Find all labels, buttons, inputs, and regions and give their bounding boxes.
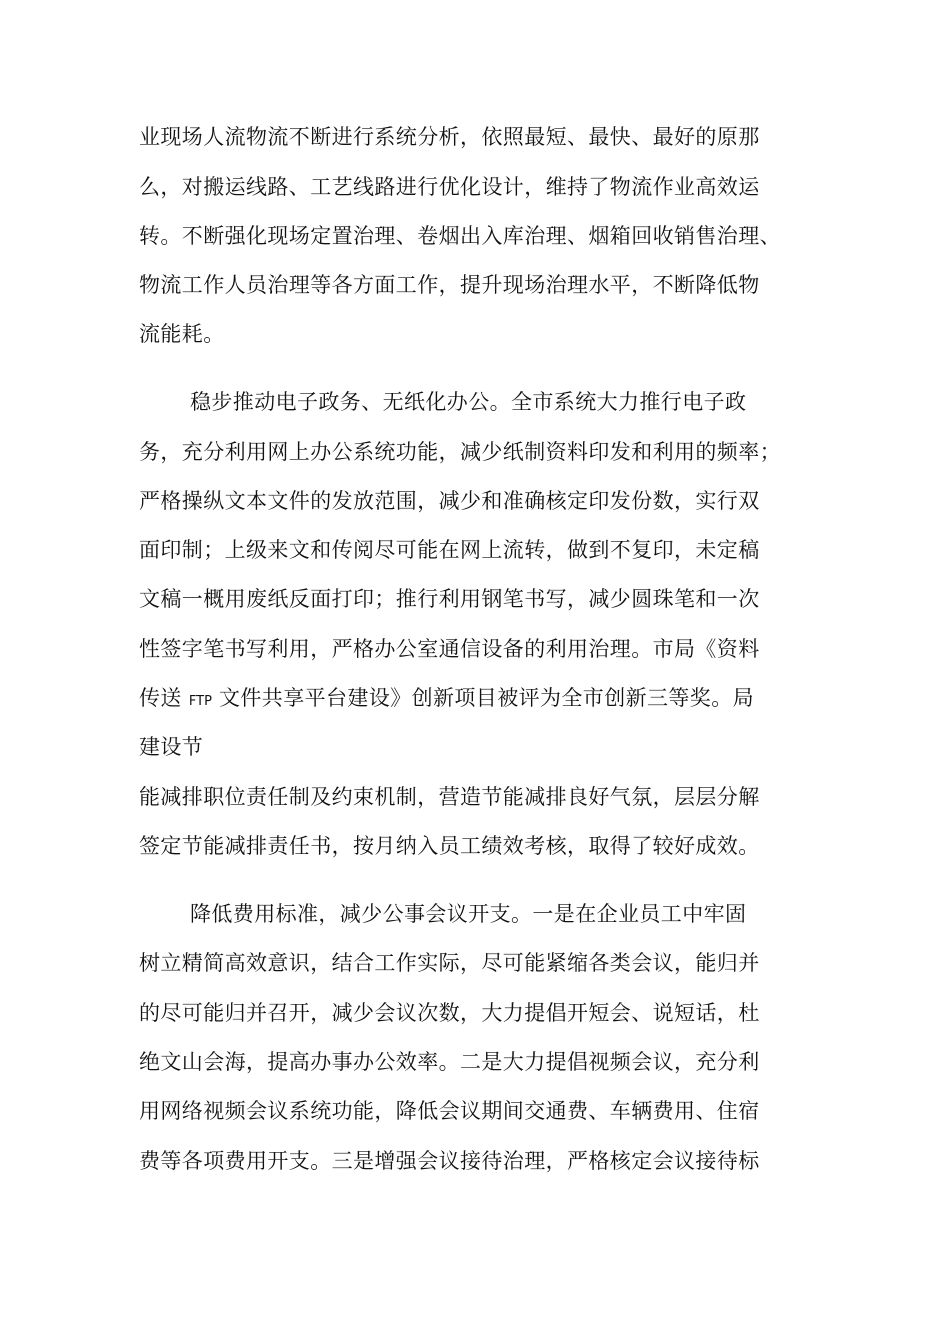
paragraph-3-line-1: 降低费用标准，减少公事会议开支。一是在企业员工中牢固 xyxy=(190,902,747,926)
paragraph-2-line-1: 稳步推动电子政务、无纸化办公。全市系统大力推行电子政 xyxy=(190,390,747,414)
paragraph-3-line-2: 树立精简高效意识，结合工作实际，尽可能紧缩各类会议，能归并 xyxy=(139,951,760,975)
paragraph-2-line-7-after: 文件共享平台建设》创新项目被评为全市创新三等奖。局 xyxy=(211,686,754,710)
paragraph-1-line-3: 转。不断强化现场定置治理、卷烟出入库治理、烟箱回收销售治理、 xyxy=(139,224,781,248)
paragraph-3-line-4: 绝文山会海，提高办事办公效率。二是大力提倡视频会议，充分利 xyxy=(139,1050,760,1074)
paragraph-1-line-5: 流能耗。 xyxy=(139,322,225,346)
paragraph-2-line-5: 文稿一概用废纸反面打印；推行利用钢笔书写，减少圆珠笔和一次 xyxy=(139,587,760,611)
paragraph-2-line-7 xyxy=(139,683,754,717)
paragraph-2-line-2: 务，充分利用网上办公系统功能，减少纸制资料印发和利用的频率； xyxy=(139,440,781,464)
paragraph-3-line-3: 的尽可能归并召开，减少会议次数，大力提倡开短会、说短话，杜 xyxy=(139,1001,760,1025)
paragraph-1-line-2: 么，对搬运线路、工艺线路进行优化设计，维持了物流作业高效运 xyxy=(139,175,760,199)
paragraph-2-line-4: 面印制；上级来文和传阅尽可能在网上流转，做到不复印，未定稿 xyxy=(139,538,760,562)
paragraph-2-line-3: 严格操纵文本文件的发放范围，减少和准确核定印发份数，实行双 xyxy=(139,489,760,513)
paragraph-2-line-10: 签定节能减排责任书，按月纳入员工绩效考核，取得了较好成效。 xyxy=(139,834,760,858)
paragraph-3-line-6: 费等各项费用开支。三是增强会议接待治理，严格核定会议接待标 xyxy=(139,1149,760,1173)
paragraph-2-line-8: 建设节 xyxy=(139,735,204,759)
paragraph-2-line-7-before: 传送 xyxy=(139,686,189,710)
paragraph-1-line-4: 物流工作人员治理等各方面工作，提升现场治理水平，不断降低物 xyxy=(139,273,760,297)
paragraph-2-line-9: 能减排职位责任制及约束机制，营造节能减排良好气氛，层层分解 xyxy=(139,785,760,809)
paragraph-3-line-5: 用网络视频会议系统功能，降低会议期间交通费、车辆费用、住宿 xyxy=(139,1099,760,1123)
paragraph-2-line-6: 性签字笔书写利用，严格办公室通信设备的利用治理。市局《资料 xyxy=(139,637,760,661)
ftp-term: FTP xyxy=(188,694,212,709)
paragraph-1-line-1: 业现场人流物流不断进行系统分析，依照最短、最快、最好的原那 xyxy=(139,125,760,149)
